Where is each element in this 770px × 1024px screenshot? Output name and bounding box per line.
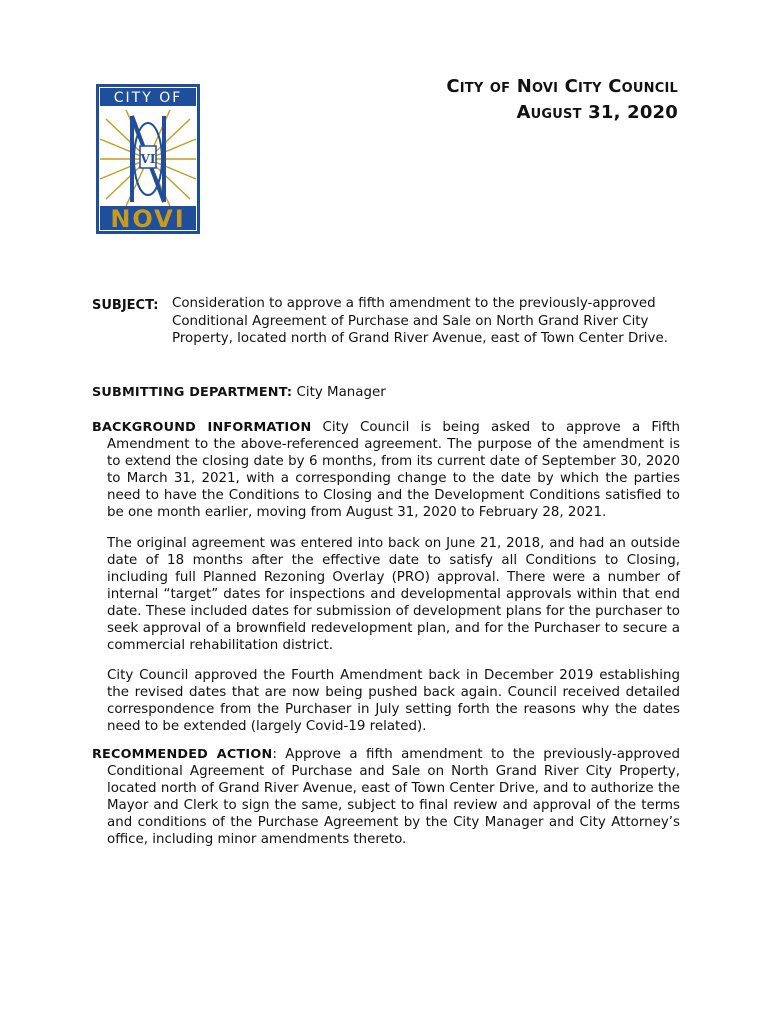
recommended-text: : Approve a fifth amendment to the previously-approved Conditional Agreement of Purchase and Sale on North Grand River City Property, located north of Grand River Avenue, east of Town Center Drive, and to authorize the Mayor and Clerk to sign the same, subject to final review and approval of the terms and conditions of the Purchase Agreement by the City Manager and City Attorney’s office, including minor amendments thereto. [107,747,680,847]
svg-text:VI: VI [140,152,156,166]
background-paragraph-3: City Council approved the Fourth Amendment back in December 2019 establishing the revised dates that are now being pushed back again. Council received detailed correspondence from the Purchaser in July setting forth the reasons why the dates need to be extended (largely Covid-19 related). [107,668,680,734]
submitting-department [92,384,682,401]
logo-city-of-text: CITY OF [113,90,183,106]
logo-novi-text: NOVI [110,205,186,233]
submitting-value: City Manager [292,385,386,400]
city-of-novi-logo [96,84,200,234]
meeting-date: August 31, 2020 [516,102,678,123]
background-section [92,419,680,521]
submitting-label: SUBMITTING DEPARTMENT: [92,385,293,400]
council-title: City of Novi City Council [446,76,678,97]
background-label: BACKGROUND INFORMATION [92,420,312,435]
recommended-label: RECOMMENDED ACTION [92,747,273,762]
recommended-action-section [92,746,680,848]
background-paragraph-2: The original agreement was entered into back on June 21, 2018, and had an outside date of 18 months after the effective date to satisfy all Conditions to Closing, including full Planned Rezoning Overlay (PRO) approval. There were a number of internal “target” dates for inspections and developmental approvals within that end date. These included dates for submission of development plans for the purchaser to seek approval of a brownfield redevelopment plan, and for the Purchaser to secure a commercial rehabilitation district. [107,536,680,653]
subject-label: SUBJECT: [92,298,159,313]
document-header [446,74,678,126]
background-text: City Council is being asked to approve a Fifth Amendment to the above-referenced agreement. The purpose of the amendment is to extend the closing date by 6 months, from its current date of September 30, 2020 to March 31, 2021, with a corresponding change to the date by which the parties need to have the Conditions to Closing and the Development Conditions satisfied to be one month earlier, moving from August 31, 2020 to February 28, 2021. [107,420,680,520]
subject-text: Consideration to approve a fifth amendment to the previously-approved Conditional Agreement of Purchase and Sale on North Grand River City Property, located north of Grand River Avenue, east of Town Center Drive. [172,296,668,346]
